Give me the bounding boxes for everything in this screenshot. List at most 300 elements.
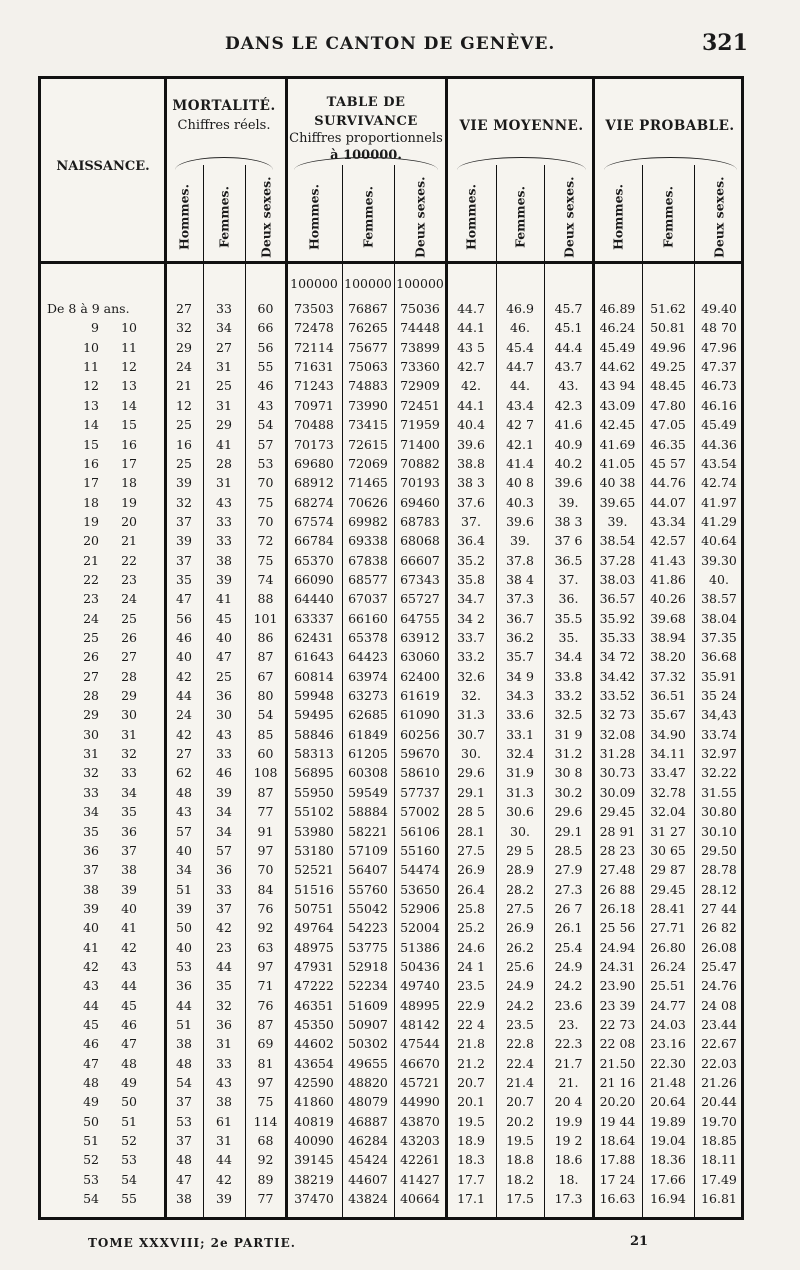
- table-cell: 43.7: [554, 359, 583, 375]
- table-cell: 39: [216, 571, 232, 587]
- table-cell: 51516: [294, 881, 334, 897]
- table-cell: 35.7: [506, 649, 534, 665]
- table-cell: 40090: [294, 1133, 334, 1149]
- table-cell: 46.9: [506, 301, 534, 316]
- table-cell: 69: [257, 1036, 274, 1052]
- table-cell: 76265: [348, 320, 388, 336]
- table-cell: 46.: [510, 320, 530, 336]
- table-cell: 34: [216, 320, 232, 336]
- table-cell: 51609: [348, 997, 388, 1013]
- table-cell: 20.20: [599, 1094, 636, 1110]
- table-cell: 63273: [348, 688, 388, 703]
- table-cell: 58313: [294, 746, 334, 761]
- table-cell: 17.66: [650, 1171, 686, 1187]
- table-cell: 87: [257, 649, 274, 665]
- table-cell: 87: [257, 1017, 274, 1032]
- table-cell: 50.81: [650, 320, 686, 336]
- table-cell: 48.45: [650, 378, 686, 394]
- table-cell: 38: [216, 552, 232, 568]
- table-cell: 31.3: [457, 707, 485, 723]
- table-cell: 37470: [294, 1191, 334, 1207]
- subcolumn-header: Femmes.: [360, 186, 376, 248]
- table-cell: 80: [257, 688, 274, 703]
- table-cell: 34.42: [599, 668, 636, 684]
- table-cell: 26 82: [701, 920, 737, 936]
- table-cell: 48975: [294, 939, 334, 955]
- table-cell: 20.64: [650, 1094, 686, 1110]
- subcolumn-header: Deux sexes.: [561, 176, 576, 258]
- table-cell: 61619: [400, 688, 440, 703]
- table-cell: 56407: [348, 862, 388, 878]
- table-cell: 73360: [400, 359, 440, 375]
- table-cell: 65370: [294, 552, 334, 568]
- table-cell: 27 44: [701, 900, 737, 916]
- table-cell: 35.67: [650, 707, 686, 723]
- table-cell: 34.7: [457, 591, 485, 607]
- table-cell: 31.28: [599, 746, 636, 761]
- table-cell: 29.6: [554, 804, 583, 820]
- table-cell: 64423: [348, 649, 388, 665]
- table-cell: 29.6: [457, 765, 485, 781]
- table-cell: 43: [216, 726, 232, 742]
- table-cell: 55950: [294, 784, 334, 800]
- table-cell: 61205: [348, 746, 388, 761]
- subcolumn-header: Femmes.: [216, 186, 232, 248]
- table-cell: 35.33: [599, 630, 636, 645]
- table-cell: 86: [257, 630, 274, 645]
- table-cell: 24.9: [506, 978, 534, 994]
- table-cell: 21.50: [599, 1055, 636, 1071]
- table-cell: 41860: [294, 1094, 334, 1110]
- table-cell: 28.5: [554, 842, 583, 858]
- table-cell: 39.: [607, 513, 628, 529]
- table-cell: 44.: [510, 378, 530, 394]
- table-cell: 34.4: [554, 649, 583, 665]
- table-cell: 36.4: [457, 533, 485, 549]
- table-cell: 18.8: [506, 1152, 534, 1168]
- table-cell: 56106: [400, 823, 440, 839]
- table-cell: 84: [257, 881, 274, 897]
- table-cell: 66: [257, 320, 274, 336]
- table-cell: 91: [257, 823, 274, 839]
- table-cell: 61849: [348, 726, 388, 742]
- table-cell: 25 56: [599, 920, 636, 936]
- table-cell: 45.7: [554, 301, 583, 316]
- table-cell: 37.6: [457, 494, 485, 510]
- table-cell: 66784: [294, 533, 334, 549]
- table-cell: 38.20: [650, 649, 686, 665]
- table-cell: 31.55: [701, 784, 737, 800]
- table-cell: 60256: [400, 726, 440, 742]
- table-cell: 39.6: [506, 513, 534, 529]
- table-cell: 46.35: [650, 436, 686, 452]
- table-cell: 37: [176, 552, 192, 568]
- table-cell: 24 08: [701, 997, 737, 1013]
- table-cell: 37.8: [506, 552, 534, 568]
- table-cell: 54223: [348, 920, 388, 936]
- table-cell: 35.2: [457, 552, 485, 568]
- table-cell: 57: [257, 436, 274, 452]
- table-cell: 70173: [294, 436, 334, 452]
- table-cell: 34 9: [506, 668, 534, 684]
- table-cell: 38: [176, 1036, 192, 1052]
- table-cell: 42.57: [650, 533, 686, 549]
- table-cell: 33: [216, 1055, 232, 1071]
- table-cell: 39.68: [650, 610, 686, 626]
- table-cell: 42590: [294, 1075, 334, 1090]
- table-cell: 65378: [348, 630, 388, 645]
- table-cell: 43.4: [506, 397, 534, 413]
- table-cell: 24 1: [457, 958, 485, 974]
- table-cell: 31.2: [554, 746, 583, 761]
- table-cell: 39: [176, 475, 192, 491]
- table-cell: 40.26: [650, 591, 686, 607]
- table-cell: 40 8: [506, 475, 534, 491]
- table-cell: 66607: [400, 552, 440, 568]
- table-cell: 18.2: [506, 1171, 534, 1187]
- table-cell: 75677: [348, 339, 388, 355]
- table-cell: 18.11: [701, 1152, 737, 1168]
- table-cell: 46.73: [701, 378, 737, 394]
- table-cell: 55160: [400, 842, 440, 858]
- table-cell: 57: [176, 823, 192, 839]
- table-cell: 39.: [510, 533, 530, 549]
- table-cell: 38.04: [701, 610, 737, 626]
- table-cell: 38219: [294, 1171, 334, 1187]
- table-cell: 75036: [400, 301, 440, 316]
- table-cell: 40.3: [506, 494, 534, 510]
- table-cell: 46887: [348, 1113, 388, 1129]
- table-cell: 69982: [348, 513, 388, 529]
- table-cell: 49764: [294, 920, 334, 936]
- table-cell: 70626: [348, 494, 388, 510]
- table-cell: 76: [257, 900, 274, 916]
- table-cell: 21.7: [554, 1055, 583, 1071]
- table-cell: 36: [216, 1017, 232, 1032]
- table-cell: 32.78: [650, 784, 686, 800]
- table-cell: 19.5: [506, 1133, 534, 1149]
- table-cell: 36.7: [506, 610, 534, 626]
- table-cell: 26.18: [599, 900, 636, 916]
- table-cell: 68783: [400, 513, 440, 529]
- group-brace: [457, 157, 586, 170]
- table-cell: 45424: [348, 1152, 388, 1168]
- table-cell: 41.6: [554, 417, 583, 433]
- table-cell: 46: [176, 630, 192, 645]
- table-cell: 31.9: [506, 765, 534, 781]
- table-cell: 62: [176, 765, 192, 781]
- table-cell: 97: [257, 842, 274, 858]
- table-cell: 58221: [348, 823, 388, 839]
- table-cell: 44607: [348, 1171, 388, 1187]
- table-cell: 32.97: [701, 746, 737, 761]
- table-cell: 43203: [400, 1133, 440, 1149]
- table-cell: 32 73: [599, 707, 636, 723]
- table-cell: 45.49: [701, 417, 737, 433]
- table-cell: 47.37: [701, 359, 737, 375]
- table-cell: 62400: [400, 668, 440, 684]
- table-cell: 50: [176, 920, 192, 936]
- table-cell: 57109: [348, 842, 388, 858]
- table-cell: 17.5: [506, 1191, 534, 1207]
- table-cell: 19.04: [650, 1133, 686, 1149]
- table-cell: 43 5: [457, 339, 485, 355]
- table-cell: 24.03: [650, 1017, 686, 1032]
- table-cell: 52521: [294, 862, 334, 878]
- table-cell: 29 87: [650, 862, 686, 878]
- table-cell: 43654: [294, 1055, 334, 1071]
- table-cell: 51: [176, 881, 192, 897]
- table-cell: 33: [216, 881, 232, 897]
- table-cell: 38 4: [506, 571, 534, 587]
- table-cell: 63060: [400, 649, 440, 665]
- table-cell: 38.94: [650, 630, 686, 645]
- table-cell: 29.45: [650, 881, 686, 897]
- table-cell: 56: [257, 339, 274, 355]
- table-cell: 42.7: [457, 359, 485, 375]
- table-cell: 54: [257, 707, 274, 723]
- table-cell: 23.: [558, 1017, 579, 1032]
- table-cell: 44.1: [457, 397, 485, 413]
- table-cell: 36.68: [701, 649, 737, 665]
- table-cell: 42.1: [506, 436, 534, 452]
- table-cell: 49.96: [650, 339, 686, 355]
- table-cell: 30.2: [554, 784, 583, 800]
- table-cell: 46.16: [701, 397, 737, 413]
- table-cell: 24.76: [701, 978, 737, 994]
- subcolumn-header: Femmes.: [660, 186, 676, 248]
- table-cell: 70: [257, 513, 274, 529]
- table-cell: 47.80: [650, 397, 686, 413]
- table-cell: 47: [216, 649, 232, 665]
- table-cell: 70: [257, 475, 274, 491]
- table-cell: 32: [176, 320, 192, 336]
- table-cell: 20.44: [701, 1094, 737, 1110]
- table-cell: 42261: [400, 1152, 440, 1168]
- subcolumn-header: Hommes.: [610, 184, 625, 250]
- table-cell: 31 9: [554, 726, 583, 742]
- table-cell: 58846: [294, 726, 334, 742]
- table-cell: 46: [216, 765, 232, 781]
- table-cell: 32.04: [650, 804, 686, 820]
- table-cell: 97: [257, 958, 274, 974]
- table-cell: 63: [257, 939, 274, 955]
- table-cell: 32.08: [599, 726, 636, 742]
- table-cell: 18.6: [554, 1152, 583, 1168]
- table-cell: 67574: [294, 513, 334, 529]
- table-cell: 71959: [400, 417, 440, 433]
- table-cell: 89: [257, 1171, 274, 1187]
- table-cell: 59495: [294, 707, 334, 723]
- table-cell: 38.57: [701, 591, 737, 607]
- table-cell: 36: [216, 862, 232, 878]
- table-cell: 44.1: [457, 320, 485, 336]
- header-rule: [41, 261, 741, 264]
- table-cell: 42.: [461, 378, 481, 394]
- table-cell: 38 3: [554, 513, 583, 529]
- table-cell: 29 5: [506, 842, 534, 858]
- table-cell: 44.7: [457, 301, 485, 316]
- table-cell: 36: [216, 688, 232, 703]
- table-cell: 19.9: [554, 1113, 583, 1129]
- table-cell: 72615: [348, 436, 388, 452]
- table-cell: 45350: [294, 1017, 334, 1032]
- table-cell: 50907: [348, 1017, 388, 1032]
- table-cell: 22 73: [599, 1017, 636, 1032]
- table-cell: 52906: [400, 900, 440, 916]
- table-cell: 43 94: [599, 378, 636, 394]
- table-cell: 63337: [294, 610, 334, 626]
- table-cell: 41.69: [599, 436, 636, 452]
- table-cell: 30.7: [457, 726, 485, 742]
- table-cell: 37: [216, 900, 232, 916]
- table-cell: 60: [257, 301, 274, 316]
- table-cell: 35: [216, 978, 232, 994]
- table-cell: 25.8: [457, 900, 485, 916]
- life-table: NAISSANCE. MORTALITÉ. Chiffres réels. TABLE DE SURVIVANCE Chiffres proportionnels à 100000. VIE MOYENNE. VIE PROBABLE. Hommes. Femmes. Deux sexes. Hommes. Femmes. Deux sexes. Hommes. Femmes. Deux sexes. Hommes. Femmes. Deux sexes. 100000 100000 100000 De 8 à 9 ans. 27 33 60 73503 76867 75036 44.7 46.9 45.7 46.89 51.62 49.40 9 10 32 34 66 72478 76265 74448 44.1 46. 45.1 46.24 50.81 48 70 10 11 29 27 56 72114 75677 73899 43 5 45.4 44.4 45.49 49.96 47.96 11 12 24 31 55 71631 75063 73360 42.7 44.7 43.7 44.62 49.25 47.37 12 13 21 25 46 71243 74883 72909 42. 44. 43. 43 94 48.45 46.73 13 14 12 31 43 70971 73990 72451 44.1 43.4 42.3 43.09 47.80 46.16 14 15 25 29 54 70488 73415 71959 40.4 42 7 41.6 42.45 47.05 45.49 15 16 16 41 57 70173 72615 71400 39.6 42.1 40.9 41.69 46.35 44.36 16 17 25 28 53 69680 72069 70882 38.8 41.4 40.2 41.05 45 57 43.54 17 18 39 31 70 68912 71465 70193 38 3 40 8 39.6 40 38 44.76 42.74 18 19 32 43 75 68274 70626 69460 37.6 40.3 39. 39.65 44.07 41.97 19 20 37 33 70 67574 69982 68783 37. 39.6 38 3 39. 43.34 41.29 20 21 39 33 72 66784 69338 68068 36.4 39. 37 6 38.54 42.57 40.64 21 22 37 38 75 65370 67838 66607 35.2 37.8 36.5 37.28 41.43 39.30 22 23 35 39 74 66090 68577 67343 35.8 38 4 37. 38.03 41.86 40. 23 24 47 41 88 64440 67037 65727 34.7 37.3 36. 36.57 40.26 38.57 24 25 56 45 101 63337 66160 64755 34 2 36.7 35.5 35.92 39.68 38.04 25 26 46 40 86 62431 65378 63912 33.7 36.2 35. 35.33 38.94 37.35 26 27 40 47 87 61643 64423 63060 33.2 35.7 34.4 34 72 38.20 36.68 27 28 42 25 67 60814 63974 62400 32.6 34 9 33.8 34.42 37.32 35.91 28 29 44 36 80 59948 63273 61619 32. 34.3 33.2 33.52 36.51 35 24 29 30 24 30 54 59495 62685 61090 31.3 33.6 32.5 32 73 35.67 34,43 30 31 42 43 85 58846 61849 60256 30.7 33.1 31 9 32.08 34.90 33.74 31 32 27 33 60 58313 61205 59670 30. 32.4 31.2 31.28 34.11 32.97 32 33 62 46 108 56895 60308 58610 29.6 31.9 30 8 30.73 33.47 32.22 33 34 48 39 87 55950 59549 57737 29.1 31.3 30.2 30.09 32.78 31.55 34 35 43 34 77 55102 58884 57002 28 5 30.6 29.6 29.45 32.04 30.80 35 36 57 34 91 53980 58221 56106 28.1 30. 29.1 28 91 31 27 30.10 36 37 40 57 97 53180 57109 55160 27.5 29 5 28.5 28 23 30 65 29.50 37 38 34 36 70 52521 56407 54474 26.9 28.9 27.9 27.48 29 87 28.78 38 39 51 33 84 51516 55760 53650 26.4 28.2 27.3 26 88 29.45 28.12 39 40 39 37 76 50751 55042 52906 25.8 27.5 26 7 26.18 28.41 27 44 40 41 50 42 92 49764 54223 52004 25.2 26.9 26.1 25 56 27.71 26 82 41 42 40 23 63 48975 53775 51386 24.6 26.2 25.4 24.94 26.80 26.08 42 43 53 44 97 47931 52918 50436 24 1 25.6 24.9 24.31 26.24 25.47 43 44 36 35 71 47222 52234 49740 23.5 24.9 24.2 23.90 25.51 24.76 44 45 44 32 76 46351 51609 48995 22.9 24.2 23.6 23 39 24.77 24 08 45 46 51 36 87 45350 50907 48142 22 4 23.5 23. 22 73 24.03 23.44 46 47 38 31 69 44602 50302 47544 21.8 22.8 22.3 22 08 23.16 22.67 47 48 48 33 81 43654 49655 46670 21.2 22.4 21.7 21.50 22.30 22.03 48 49 54 43 97 42590 48820 45721 20.7 21.4 21. 21 16 21.48 21.26 49 50 37 38 75 41860 48079 44990 20.1 20.7 20 4 20.20 20.64 20.44 50 51 53 61 114 40819 46887 43870 19.5 20.2 19.9 19 44 19.89 19.70 51 52 37 31 68 40090 46284 43203 18.9 19.5 19 2 18.64 19.04 18.85 52 53 48 44 92 39145 45424 42261 18.3 18.8 18.6 17.88 18.36 18.11 53 54 47 42 89 38219 44607 41427 17.7 18.2 18. 17 24 17.66 17.49 54 55 38 39 77 37470 43824 40664 17.1 17.5 17.3 16.63 16.94 16.81: [38, 76, 744, 1220]
- table-cell: 47.05: [650, 417, 686, 433]
- table-cell: 28 5: [457, 804, 485, 820]
- table-cell: 28.41: [650, 900, 686, 916]
- table-cell: 34,43: [701, 707, 737, 723]
- table-cell: 16.63: [599, 1191, 636, 1207]
- table-cell: 69680: [294, 455, 334, 471]
- table-cell: 22.03: [701, 1055, 737, 1071]
- table-cell: 48079: [348, 1094, 388, 1110]
- table-cell: 24.2: [506, 997, 534, 1013]
- table-cell: 77: [257, 1191, 274, 1207]
- table-cell: 53: [176, 958, 192, 974]
- table-cell: 53180: [294, 842, 334, 858]
- table-cell: 29.45: [599, 804, 636, 820]
- table-cell: 25: [176, 417, 192, 433]
- table-cell: 59549: [348, 784, 388, 800]
- table-cell: 33.1: [506, 726, 534, 742]
- table-cell: 20.1: [457, 1094, 485, 1110]
- table-cell: 28.1: [457, 823, 485, 839]
- table-cell: 18.3: [457, 1152, 485, 1168]
- table-cell: 40664: [400, 1191, 440, 1207]
- table-cell: 28.9: [506, 862, 534, 878]
- table-cell: 35.: [558, 630, 579, 645]
- table-cell: 27.71: [650, 920, 686, 936]
- table-cell: 33: [216, 513, 232, 529]
- table-cell: 48: [176, 1055, 192, 1071]
- table-cell: 22.9: [457, 997, 485, 1013]
- table-cell: 59670: [400, 746, 440, 761]
- table-cell: 43: [216, 494, 232, 510]
- table-cell: 19 44: [599, 1113, 636, 1129]
- table-cell: 46.24: [599, 320, 636, 336]
- table-cell: 36.: [558, 591, 579, 607]
- table-cell: 101: [253, 610, 278, 626]
- table-cell: 60814: [294, 668, 334, 684]
- table-cell: 44.4: [554, 339, 583, 355]
- table-cell: 43: [216, 1075, 232, 1090]
- table-cell: 30.10: [701, 823, 737, 839]
- table-cell: 70: [257, 862, 274, 878]
- table-cell: 33.6: [506, 707, 534, 723]
- table-cell: 61: [216, 1113, 232, 1129]
- table-cell: 39.6: [457, 436, 485, 452]
- table-cell: 87: [257, 784, 274, 800]
- table-cell: 46670: [400, 1055, 440, 1071]
- table-cell: 63912: [400, 630, 440, 645]
- table-cell: 50751: [294, 900, 334, 916]
- table-cell: 28: [216, 455, 232, 471]
- table-cell: 22.4: [506, 1055, 534, 1071]
- running-title: DANS LE CANTON DE GENÈVE.: [225, 34, 556, 54]
- table-cell: 20.7: [457, 1075, 485, 1090]
- table-cell: 26.4: [457, 881, 485, 897]
- table-cell: 22.30: [650, 1055, 686, 1071]
- table-cell: 32.4: [506, 746, 534, 761]
- table-cell: 33.2: [457, 649, 485, 665]
- table-cell: 70882: [400, 455, 440, 471]
- table-cell: 25: [216, 668, 232, 684]
- table-cell: 53980: [294, 823, 334, 839]
- table-cell: 31: [216, 475, 232, 491]
- table-cell: 36: [176, 978, 192, 994]
- table-cell: 75063: [348, 359, 388, 375]
- table-cell: 16: [176, 436, 192, 452]
- table-cell: 32.22: [701, 765, 737, 781]
- table-cell: 39.65: [599, 494, 636, 510]
- survivance-initial-value: 100000: [344, 276, 392, 291]
- table-cell: 66160: [348, 610, 388, 626]
- table-cell: 26.1: [554, 920, 583, 936]
- table-cell: 21.2: [457, 1055, 485, 1071]
- table-cell: 28 23: [599, 842, 636, 858]
- table-cell: 31: [216, 1036, 232, 1052]
- running-head: [0, 30, 800, 60]
- table-cell: 57: [216, 842, 232, 858]
- table-cell: 97: [257, 1075, 274, 1090]
- table-cell: 35 24: [701, 688, 737, 703]
- table-cell: 55760: [348, 881, 388, 897]
- table-cell: 68577: [348, 571, 388, 587]
- table-cell: 46284: [348, 1133, 388, 1149]
- table-cell: 33.74: [701, 726, 737, 742]
- table-cell: 92: [257, 1152, 274, 1168]
- table-cell: 64755: [400, 610, 440, 626]
- table-cell: 38.03: [599, 571, 636, 587]
- table-cell: 45721: [400, 1075, 440, 1090]
- table-cell: 70488: [294, 417, 334, 433]
- table-cell: 39.6: [554, 475, 583, 491]
- table-cell: 108: [253, 765, 278, 781]
- table-cell: 44.7: [506, 359, 534, 375]
- table-cell: 30.6: [506, 804, 534, 820]
- table-cell: 30.: [461, 746, 481, 761]
- table-cell: 37 6: [554, 533, 583, 549]
- table-cell: 46: [257, 378, 274, 394]
- table-cell: 53775: [348, 939, 388, 955]
- table-cell: 54474: [400, 862, 440, 878]
- table-cell: 42.74: [701, 475, 737, 491]
- table-cell: 68: [257, 1133, 274, 1149]
- table-cell: 33: [216, 533, 232, 549]
- table-cell: 35.91: [701, 668, 737, 684]
- table-cell: 38: [216, 1094, 232, 1110]
- table-cell: 26 7: [554, 900, 583, 916]
- table-cell: 57737: [400, 784, 440, 800]
- table-cell: 23.44: [701, 1017, 737, 1032]
- table-cell: 72114: [294, 339, 334, 355]
- table-cell: 68912: [294, 475, 334, 491]
- table-cell: 29.1: [457, 784, 485, 800]
- table-cell: 44: [176, 688, 192, 703]
